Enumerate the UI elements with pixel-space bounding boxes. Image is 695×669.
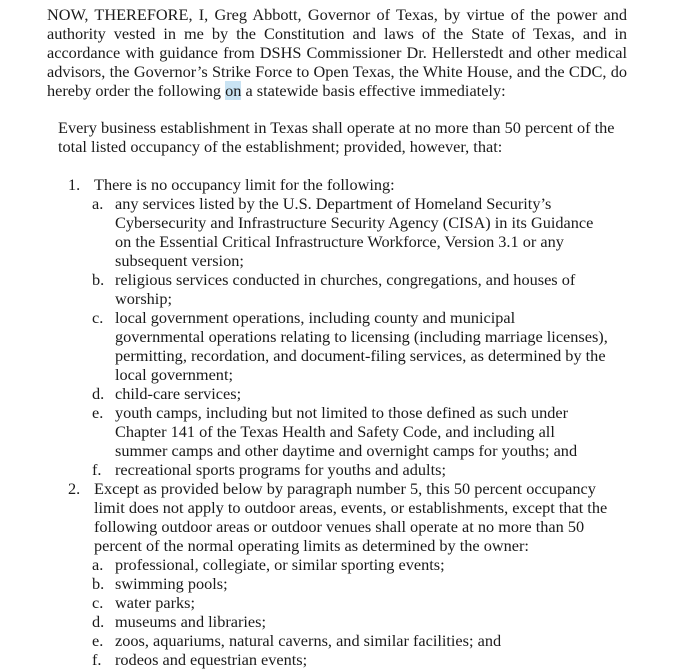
sub-item: [68, 384, 608, 403]
highlighted-word: on: [225, 81, 242, 100]
sub-list: [68, 555, 608, 669]
sub-text: zoos, aquariums, natural caverns, and similar facilities; and: [115, 631, 502, 650]
item-number: 1.: [68, 175, 81, 194]
sub-text: swimming pools;: [115, 574, 228, 593]
sub-item: [68, 650, 608, 669]
main-list: [68, 175, 608, 669]
intro-text: NOW, THEREFORE, I, Greg Abbott, Governor of Texas, by virtue of the power and authority vested in me by the Constitution and laws of the State of Texas, and in accordance with guidance from DSHS Commissioner Dr. Hellerstedt and other medical advisors, the Governor’s Strike Force to Open Texas, the White House, and the CDC, do hereby order the following: [47, 5, 627, 100]
sub-item: [68, 270, 608, 308]
sub-letter: d.: [92, 384, 105, 403]
intro-paragraph: [47, 5, 627, 100]
sub-letter: a.: [92, 555, 104, 574]
sub-text: child-care services;: [115, 384, 242, 403]
sub-item: [68, 631, 608, 650]
intro-text-end: a statewide basis effective immediately:: [245, 81, 506, 100]
sub-letter: c.: [92, 593, 104, 612]
sub-letter: a.: [92, 194, 104, 213]
sub-item: [68, 308, 608, 384]
sub-text: youth camps, including but not limited to those defined as such under Chapter 141 of the Texas Health and Safety Code, and including all summer camps and other daytime and overnight camps for youths; and: [115, 403, 578, 460]
sub-text: water parks;: [115, 593, 196, 612]
list-item-2: [68, 479, 608, 669]
sub-letter: b.: [92, 574, 105, 593]
sub-letter: d.: [92, 612, 105, 631]
sub-item: [68, 460, 608, 479]
item-text: Except as provided below by paragraph number 5, this 50 percent occupancy limit does not apply to outdoor areas, events, or establishments, except that the following outdoor areas or outdoor venues shall operate at no more than 50 percent of the normal operating limits as determined by the owner:: [94, 479, 608, 555]
sub-letter: b.: [92, 270, 105, 289]
sub-item: [68, 612, 608, 631]
lead-paragraph: Every business establishment in Texas shall operate at no more than 50 percent of the total listed occupancy of the establishment; provided, however, that:: [58, 118, 615, 156]
sub-text: professional, collegiate, or similar sporting events;: [115, 555, 445, 574]
sub-text: recreational sports programs for youths and adults;: [115, 460, 446, 479]
sub-item: [68, 555, 608, 574]
sub-text: rodeos and equestrian events;: [115, 650, 308, 669]
sub-letter: f.: [92, 650, 102, 669]
sub-item: [68, 403, 608, 460]
sub-item: [68, 194, 608, 270]
sub-text: museums and libraries;: [115, 612, 267, 631]
sub-letter: c.: [92, 308, 104, 327]
sub-letter: f.: [92, 460, 102, 479]
item-number: 2.: [68, 479, 81, 498]
item-text: There is no occupancy limit for the following:: [94, 175, 395, 194]
sub-list: [68, 194, 608, 479]
sub-item: [68, 593, 608, 612]
sub-letter: e.: [92, 631, 104, 650]
list-item-1: [68, 175, 608, 479]
sub-text: local government operations, including county and municipal governmental operations relating to licensing (including marriage licenses), permitting, recordation, and document-filing services, as determined by the local government;: [115, 308, 608, 384]
sub-text: religious services conducted in churches, congregations, and houses of worship;: [115, 270, 576, 308]
sub-item: [68, 574, 608, 593]
sub-text: any services listed by the U.S. Department of Homeland Security’s Cybersecurity and Infrastructure Security Agency (CISA) in its Guidance on the Essential Critical Infrastructure Workforce, Version 3.1 or any subsequent version;: [115, 194, 594, 270]
sub-letter: e.: [92, 403, 104, 422]
